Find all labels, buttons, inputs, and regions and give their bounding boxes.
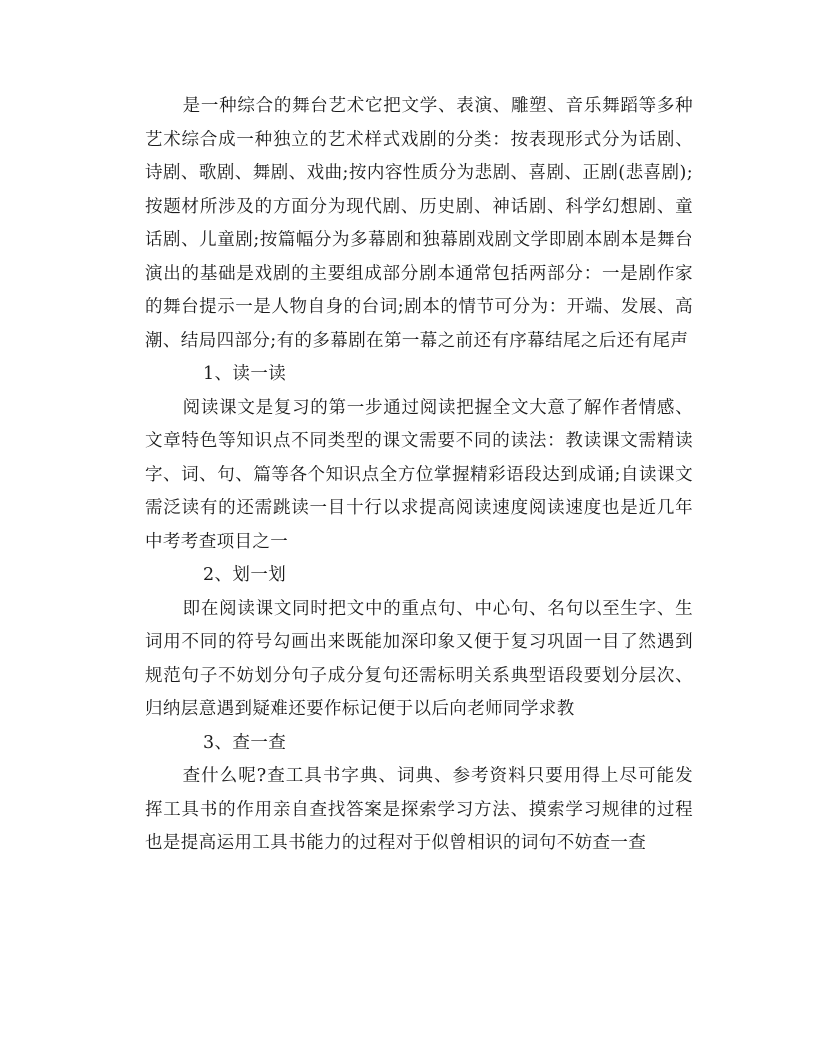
heading-lookup: 3、查一查 <box>203 732 287 753</box>
paragraph-drama-intro: 是一种综合的舞台艺术它把文学、表演、雕塑、音乐舞蹈等多种艺术综合成一种独立的艺术样式戏剧的分类：按表现形式分为话剧、诗剧、歌剧、舞剧、戏曲;按内容性质分为悲剧、喜剧、正剧(悲喜剧);按题材所涉及的方面分为现代剧、历史剧、神话剧、科学幻想剧、童话剧、儿童剧;按篇幅分为多幕剧和独幕剧戏剧文学即剧本剧本是舞台演出的基础是戏剧的主要组成部分剧本通常包括两部分：一是剧作家的舞台提示一是人物自身的台词;剧本的情节可分为：开端、发展、高潮、结局四部分;有的多幕剧在第一幕之前还有序幕结尾之后还有尾声 <box>145 96 693 351</box>
heading-mark: 2、划一划 <box>203 565 287 585</box>
paragraph-mark: 即在阅读课文同时把文中的重点句、中心句、名句以至生字、生词用不同的符号勾画出来既能加深印象又便于复习巩固一目了然遇到规范句子不妨划分句子成分复句还需标明关系典型语段要划分层次、归纳层意遇到疑难还要作标记便于以后向老师同学求教 <box>145 598 693 719</box>
heading-read: 1、读一读 <box>203 364 287 384</box>
paragraph-read: 阅读课文是复习的第一步通过阅读把握全文大意了解作者情感、文章特色等知识点不同类型的课文需要不同的读法：教读课文需精读字、词、句、篇等各个知识点全方位掌握精彩语段达到成诵;自读课文需泛读有的还需跳读一目十行以求提高阅读速度阅读速度也是近几年中考考查项目之一 <box>145 397 693 552</box>
paragraph-lookup: 查什么呢?查工具书字典、词典、参考资料只要用得上尽可能发挥工具书的作用亲自查找答案是探索学习方法、摸索学习规律的过程也是提高运用工具书能力的过程对于似曾相识的词句不妨查一查 <box>145 766 693 853</box>
document-body <box>145 90 693 861</box>
